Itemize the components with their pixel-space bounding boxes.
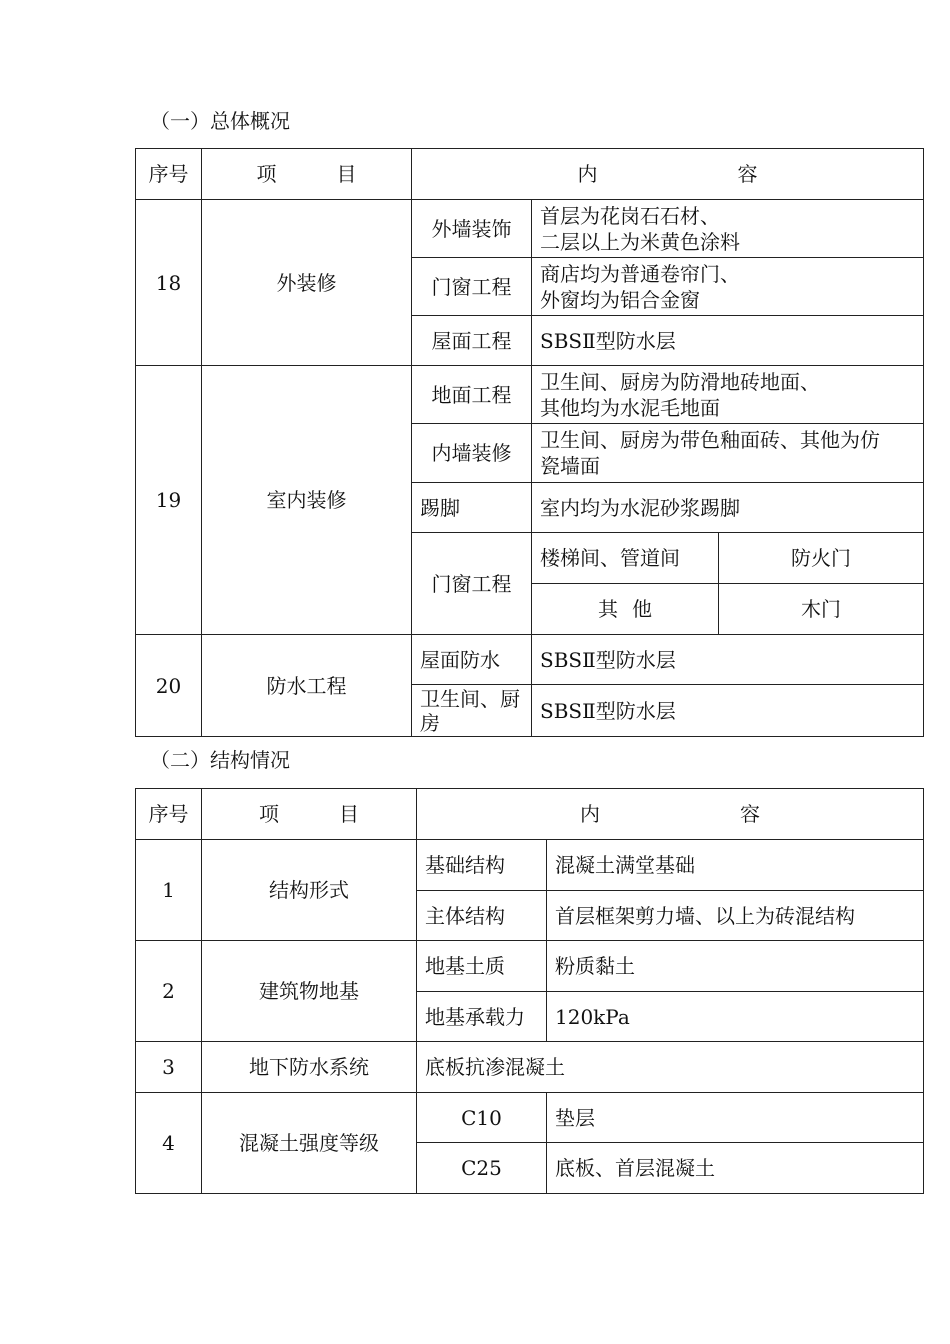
- row-content: 垫层: [547, 1093, 924, 1143]
- row-content: 首层框架剪力墙、以上为砖混结构: [547, 891, 924, 941]
- row-no: 4: [136, 1093, 202, 1194]
- row-no: 19: [136, 366, 202, 635]
- row-sub: 踢脚: [412, 483, 532, 533]
- row-sub: C10: [417, 1093, 547, 1143]
- row-sub: 门窗工程: [412, 258, 532, 316]
- row-no: 2: [136, 941, 202, 1042]
- row-no: 18: [136, 200, 202, 366]
- row-item: 地下防水系统: [202, 1042, 417, 1093]
- row-sub: 屋面防水: [412, 635, 532, 685]
- row-content: SBSⅡ型防水层: [532, 685, 924, 737]
- row-content: 120kPa: [547, 992, 924, 1042]
- row-item: 外装修: [202, 200, 412, 366]
- header-item: 项 目: [202, 789, 417, 840]
- row-sub: 地基承载力: [417, 992, 547, 1042]
- row-sub: 地面工程: [412, 366, 532, 424]
- row-no: 3: [136, 1042, 202, 1093]
- header-content: 内 容: [412, 149, 924, 200]
- door-type: 木门: [719, 584, 924, 635]
- row-item: 结构形式: [202, 840, 417, 941]
- row-sub: 内墙装修: [412, 424, 532, 483]
- row-sub: C25: [417, 1143, 547, 1194]
- structure-table: [135, 788, 924, 1194]
- row-item: 防水工程: [202, 635, 412, 737]
- overview-table: [135, 148, 924, 737]
- row-item: 室内装修: [202, 366, 412, 635]
- row-content: 商店均为普通卷帘门、 外窗均为铝合金窗: [532, 258, 924, 316]
- row-content: 卫生间、厨房为带色釉面砖、其他为仿 瓷墙面: [532, 424, 924, 483]
- row-content: 卫生间、厨房为防滑地砖地面、 其他均为水泥毛地面: [532, 366, 924, 424]
- header-content: 内 容: [417, 789, 924, 840]
- section-title-structure: （二）结构情况: [150, 748, 290, 772]
- row-content: 首层为花岗石石材、 二层以上为米黄色涂料: [532, 200, 924, 258]
- door-type: 防火门: [719, 533, 924, 584]
- row-content: SBSⅡ型防水层: [532, 316, 924, 366]
- table-row: [136, 366, 924, 424]
- row-content: 底板、首层混凝土: [547, 1143, 924, 1194]
- table-row: [136, 635, 924, 685]
- row-no: 1: [136, 840, 202, 941]
- table-header-row: [136, 149, 924, 200]
- row-sub: 卫生间、厨 房: [412, 685, 532, 737]
- row-item: 混凝土强度等级: [202, 1093, 417, 1194]
- table-row: [136, 1042, 924, 1093]
- table-row: [136, 200, 924, 258]
- door-place: 其 他: [532, 584, 719, 635]
- table-header-row: [136, 789, 924, 840]
- row-sub: 地基土质: [417, 941, 547, 992]
- table-row: [136, 1093, 924, 1143]
- row-sub: 外墙装饰: [412, 200, 532, 258]
- row-no: 20: [136, 635, 202, 737]
- header-no: 序号: [136, 789, 202, 840]
- row-sub: 基础结构: [417, 840, 547, 891]
- section-title-overview: （一）总体概况: [150, 109, 290, 133]
- header-item: 项 目: [202, 149, 412, 200]
- row-content: 底板抗渗混凝土: [417, 1042, 924, 1093]
- table-row: [136, 840, 924, 891]
- row-sub: 门窗工程: [412, 533, 532, 635]
- row-item: 建筑物地基: [202, 941, 417, 1042]
- row-sub: 主体结构: [417, 891, 547, 941]
- door-place: 楼梯间、管道间: [532, 533, 719, 584]
- table-row: [136, 941, 924, 992]
- row-content: 混凝土满堂基础: [547, 840, 924, 891]
- row-content: 室内均为水泥砂浆踢脚: [532, 483, 924, 533]
- row-content: 粉质黏土: [547, 941, 924, 992]
- row-sub: 屋面工程: [412, 316, 532, 366]
- header-no: 序号: [136, 149, 202, 200]
- row-content: SBSⅡ型防水层: [532, 635, 924, 685]
